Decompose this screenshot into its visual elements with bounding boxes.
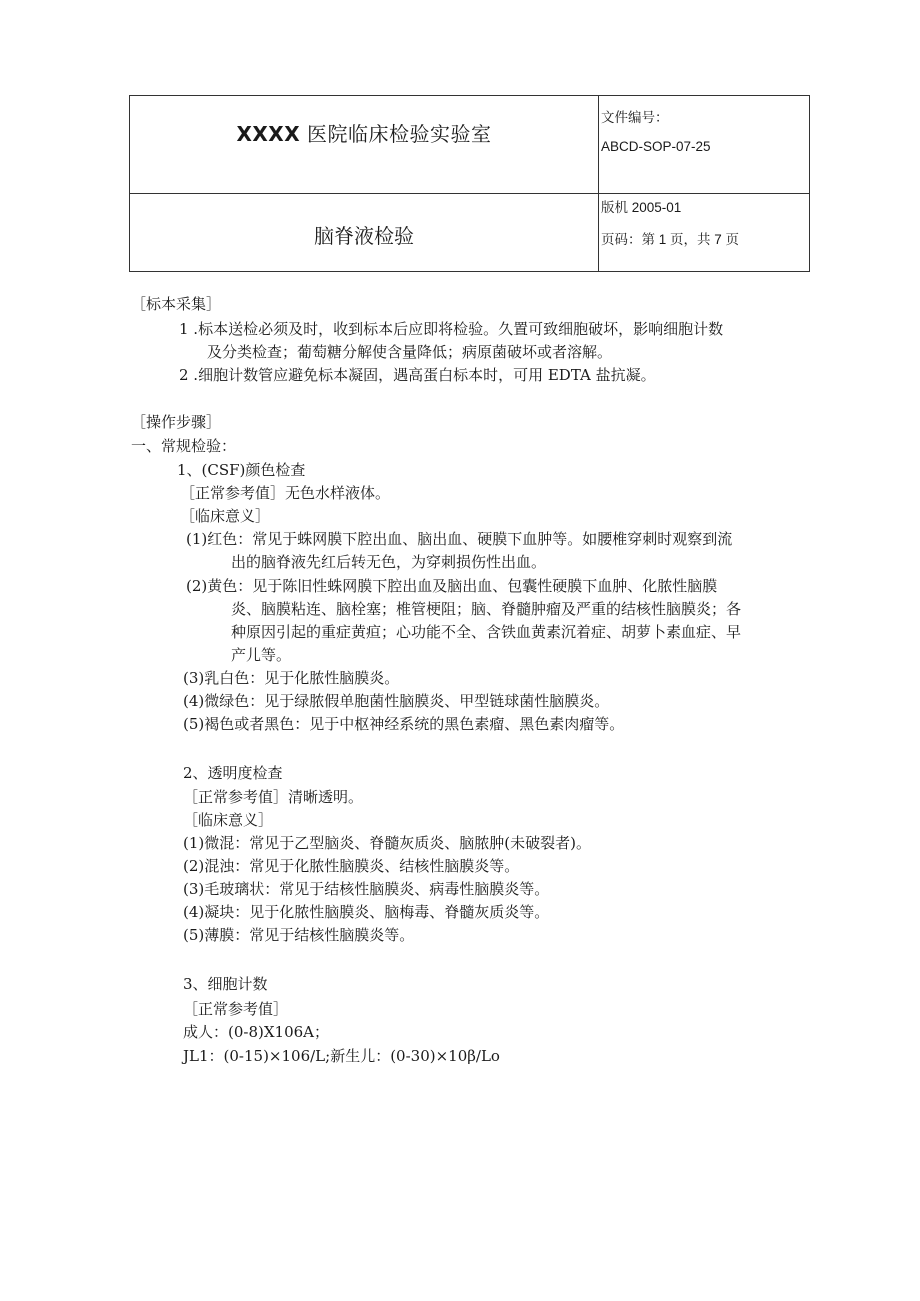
cellcount-title: 3、细胞计数 [183,975,268,993]
doc-title: 脑脊液检验 [314,223,414,248]
file-number-label: 文件编号： [601,110,669,125]
color-item-2-cont-3: 产儿等。 [231,646,292,664]
collection-item-2: 2 .细胞计数管应避免标本凝固，遇高蛋白标本时，可用 EDTA 盐抗凝。 [179,366,656,384]
document-header-table [129,95,810,272]
file-number-cell [599,96,810,194]
clarity-item-2: (2)混浊：常见于化脓性脑膜炎、结核性脑膜炎等。 [183,857,520,875]
cellcount-normal: ［正常参考值］ [183,1000,289,1018]
color-item-3: (3)乳白色：见于化脓性脑膜炎。 [183,669,400,687]
version-text: 版机 2005-01 [601,199,682,215]
clarity-clinical: ［临床意义］ [183,811,274,829]
clarity-item-3: (3)毛玻璃状：常见于结核性脑膜炎、病毒性脑膜炎等。 [183,880,550,898]
cellcount-adult: 成人：(0-8)X106A； [183,1023,330,1041]
procedure-heading: ［操作步骤］ [131,413,222,431]
clarity-item-5: (5)薄膜：常见于结核性脑膜炎等。 [183,926,415,944]
color-item-1: (1)红色：常见于蛛网膜下腔出血、脑出血、硬膜下血肿等。如腰椎穿刺时观察到流 [186,530,733,548]
clarity-normal: ［正常参考值］清晰透明。 [183,788,364,806]
doc-title-cell [130,193,599,271]
org-name: 医院临床检验实验室 [307,122,492,146]
color-title: 1、(CSF)颜色检查 [177,461,306,479]
file-number: ABCD-SOP-07-25 [601,139,711,154]
collection-heading: ［标本采集］ [131,295,222,313]
clarity-title: 2、透明度检查 [183,764,283,782]
color-item-4: (4)微绿色：见于绿脓假单胞菌性脑膜炎、甲型链球菌性脑膜炎。 [183,692,610,710]
page-info: 页码：第 1 页，共 7 页 [601,231,740,247]
org-title [130,96,598,147]
clarity-item-1: (1)微混：常见于乙型脑炎、脊髓灰质炎、脑脓肿(未破裂者)。 [183,834,591,852]
color-item-2-cont-2: 种原因引起的重症黄疸；心功能不全、含铁血黄素沉着症、胡萝卜素血症、早 [231,623,742,641]
clarity-item-4: (4)凝块：见于化脓性脑膜炎、脑梅毒、脊髓灰质炎等。 [183,903,550,921]
cellcount-child: JL1：(0-15)×106∕L;新生儿：(0-30)×10β∕Lo [183,1047,500,1065]
version-cell [599,193,810,271]
org-prefix: XXXX [236,122,301,146]
color-item-1-cont: 出的脑脊液先红后转无色，为穿刺损伤性出血。 [231,553,547,571]
color-clinical: ［临床意义］ [180,507,271,525]
color-item-2-cont-1: 炎、脑膜粘连、脑栓塞；椎管梗阻；脑、脊髓肿瘤及严重的结核性脑膜炎；各 [231,600,742,618]
color-item-2: (2)黄色：见于陈旧性蛛网膜下腔出血及脑出血、包囊性硬膜下血肿、化脓性脑膜 [186,577,718,595]
collection-item-1-cont: 及分类检查；葡萄糖分解使含量降低；病原菌破坏或者溶解。 [207,343,613,361]
color-normal: ［正常参考值］无色水样液体。 [180,484,391,502]
section-routine: 一、常规检验： [131,437,237,455]
org-cell [130,96,599,194]
color-item-5: (5)褐色或者黑色：见于中枢神经系统的黑色素瘤、黑色素肉瘤等。 [183,715,625,733]
collection-item-1: 1 .标本送检必须及时，收到标本后应即将检验。久置可致细胞破坏，影响细胞计数 [179,320,724,338]
